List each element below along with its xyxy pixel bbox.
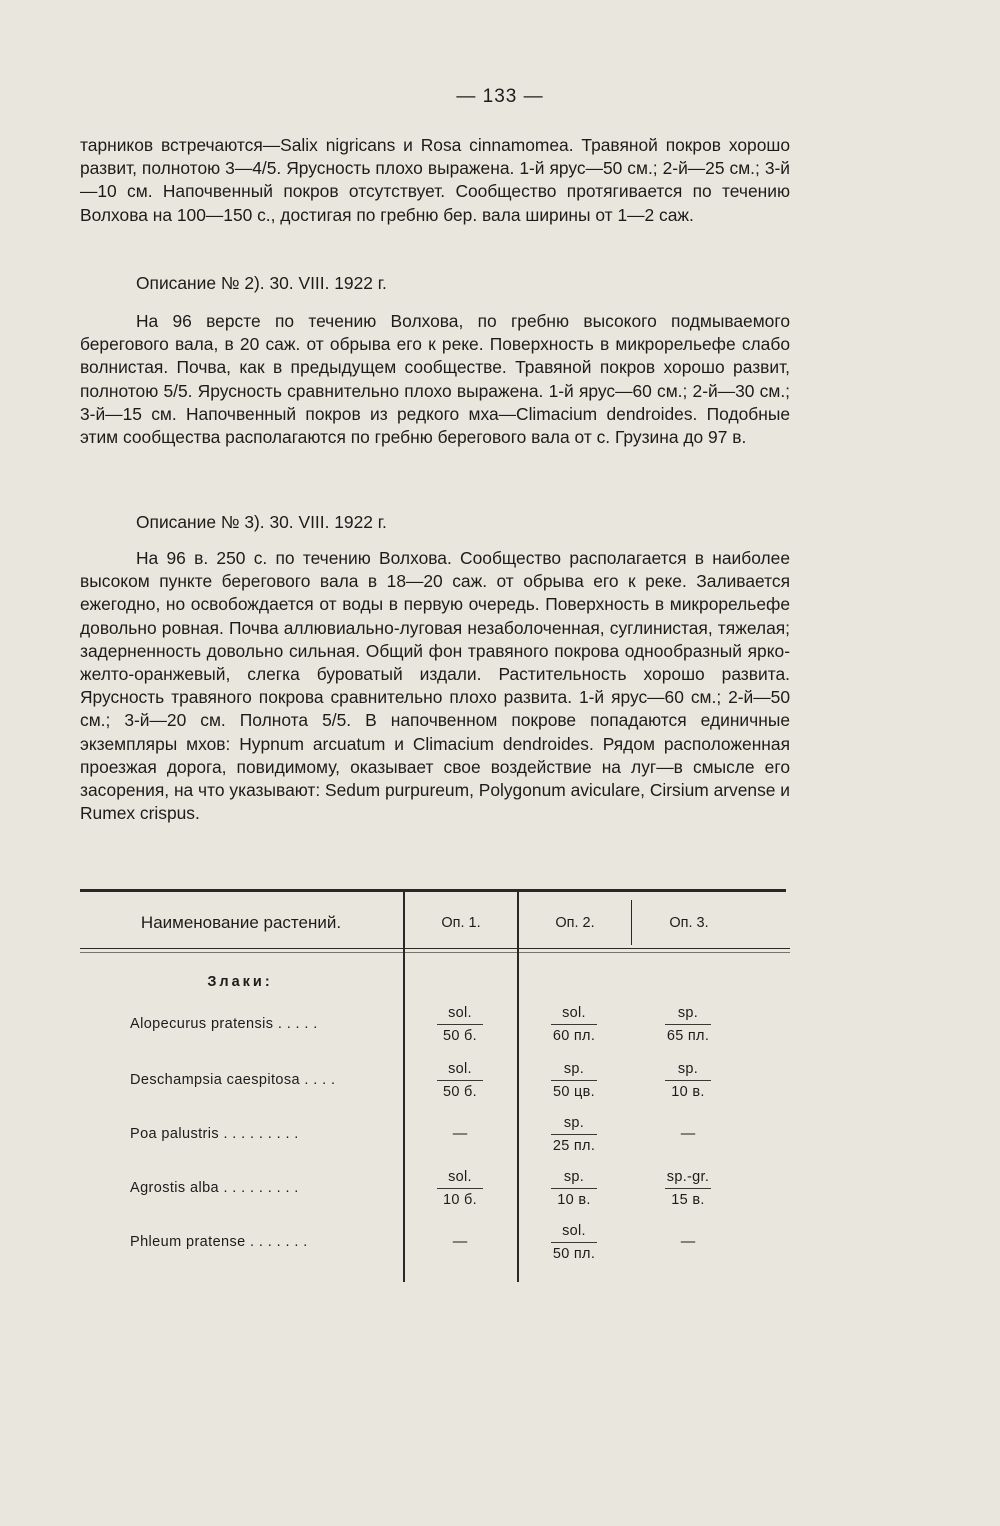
cell-height-phase: 10 в. [671, 1084, 705, 1100]
table-header-rule-2 [80, 952, 790, 953]
plant-name: Phleum pratense . . . . . . . [130, 1234, 308, 1250]
cell-empty-op3: — [680, 1126, 696, 1142]
cell-empty-op3: — [680, 1234, 696, 1250]
section-label-grasses: Злаки: [207, 974, 273, 990]
description-2-heading: Описание № 2). 30. VIII. 1922 г. [136, 273, 387, 293]
cell-op2 [524, 1166, 624, 1211]
cell-height-phase: 65 пл. [666, 1028, 710, 1044]
page-number: — 133 — [456, 86, 544, 107]
cell-height-phase: 50 цв. [553, 1084, 595, 1100]
cell-op1 [410, 1002, 510, 1047]
cell-op1 [410, 1058, 510, 1103]
cell-abundance: sp. [563, 1115, 585, 1131]
cell-op2 [524, 1220, 624, 1265]
description-3-text: На 96 в. 250 с. по течению Волхова. Сообщество располагается в наиболее высоком пункте берегового вала в 18—20 саж. от обрыва его к реке. Заливается ежегодно, но освобождается от воды в первую очередь. Поверхность в микрорельефе довольно ровная. Почва аллювиально-луговая незаболоченная, суглинистая, тяжелая; задерненность довольно сильная. Общий фон травяного покрова однообразный ярко-желто-оранжевый, слегка буроватый издали. Растительность хорошо развита. Ярусность травяного покрова сравнительно плохо развита. 1-й ярус—60 см.; 2-й—50 см.; 3-й—20 см. Полнота 5/5. В напочвенном покрове попадаются единичные экземпляры мхов: Hypnum arcuatum и Climacium dendroides. Рядом расположенная проезжая дорога, повидимому, оказывает свое воздействие на луг—в смысле его засорения, на что указывают: Sedum purpureum, Polygonum aviculare, Cirsium arvense и Rumex crispus. [80, 548, 791, 824]
cell-abundance: sol. [448, 1005, 472, 1021]
column-divider [517, 892, 519, 1282]
description-2-text: На 96 версте по течению Волхова, по гребню высокого подмываемого берегового вала, в 20 саж. от обрыва его к реке. Поверхность в микрорельефе слабо волнистая. Почва, как в предыдущем сообществе. Травяной покров хорошо развит, полнотою 5/5. Ярусность сравнительно плохо выражена. 1-й ярус—60 см.; 2-й—30 см.; 3-й—15 см. Напочвенный покров из редкого мха—Climacium dendroides. Подобные этим сообщества располагаются по гребню берегового вала от с. Грузина до 97 в. [80, 311, 790, 448]
header-op1: Оп. 1. [441, 915, 481, 931]
cell-height-phase: 50 пл. [552, 1246, 596, 1262]
header-op3: Оп. 3. [669, 915, 709, 931]
paragraph-continuation: тарников встречаются—Salix nigricans и Rosa cinnamomea. Травяной покров хорошо развит, полнотою 3—4/5. Ярусность плохо выражена. 1-й ярус—50 см.; 2-й—25 см.; 3-й—10 см. Напочвенный покров отсутствует. Сообщество протягивается по течению Волхова на 100—150 с., достигая по гребню бер. вала ширины от 1—2 саж. [80, 135, 790, 225]
cell-abundance: sp. [677, 1005, 699, 1021]
cell-abundance: sol. [562, 1223, 586, 1239]
cell-abundance: sp. [563, 1061, 585, 1077]
cell-height-phase: 50 б. [443, 1084, 477, 1100]
cell-op2 [524, 1058, 624, 1103]
cell-height-phase: 15 в. [671, 1192, 705, 1208]
table-top-rule [80, 889, 786, 892]
plant-name: Deschampsia caespitosa . . . . [130, 1072, 336, 1088]
cell-height-phase: 60 пл. [552, 1028, 596, 1044]
cell-height-phase: 10 в. [557, 1192, 591, 1208]
cell-abundance: sol. [448, 1169, 472, 1185]
cell-height-phase: 10 б. [443, 1192, 477, 1208]
cell-height-phase: 25 пл. [552, 1138, 596, 1154]
column-divider [631, 900, 632, 945]
header-op2: Оп. 2. [555, 915, 595, 931]
cell-op3 [638, 1166, 738, 1211]
cell-height-phase: 50 б. [443, 1028, 477, 1044]
cell-abundance: sp.-gr. [666, 1169, 710, 1185]
plant-name: Agrostis alba . . . . . . . . . [130, 1180, 299, 1196]
cell-abundance: sp. [563, 1169, 585, 1185]
cell-op1 [410, 1166, 510, 1211]
cell-abundance: sol. [448, 1061, 472, 1077]
cell-op3 [638, 1002, 738, 1047]
column-divider [403, 892, 405, 1282]
cell-op3 [638, 1058, 738, 1103]
plant-name: Alopecurus pratensis . . . . . [130, 1016, 318, 1032]
cell-op2 [524, 1002, 624, 1047]
cell-op2 [524, 1112, 624, 1157]
cell-abundance: sol. [562, 1005, 586, 1021]
header-plant-name: Наименование растений. [140, 913, 342, 932]
description-3-heading: Описание № 3). 30. VIII. 1922 г. [136, 512, 387, 532]
table-header-rule [80, 948, 790, 949]
cell-abundance: sp. [677, 1061, 699, 1077]
cell-empty-op1: — [452, 1234, 468, 1250]
plant-name: Poa palustris . . . . . . . . . [130, 1126, 299, 1142]
cell-empty-op1: — [452, 1126, 468, 1142]
